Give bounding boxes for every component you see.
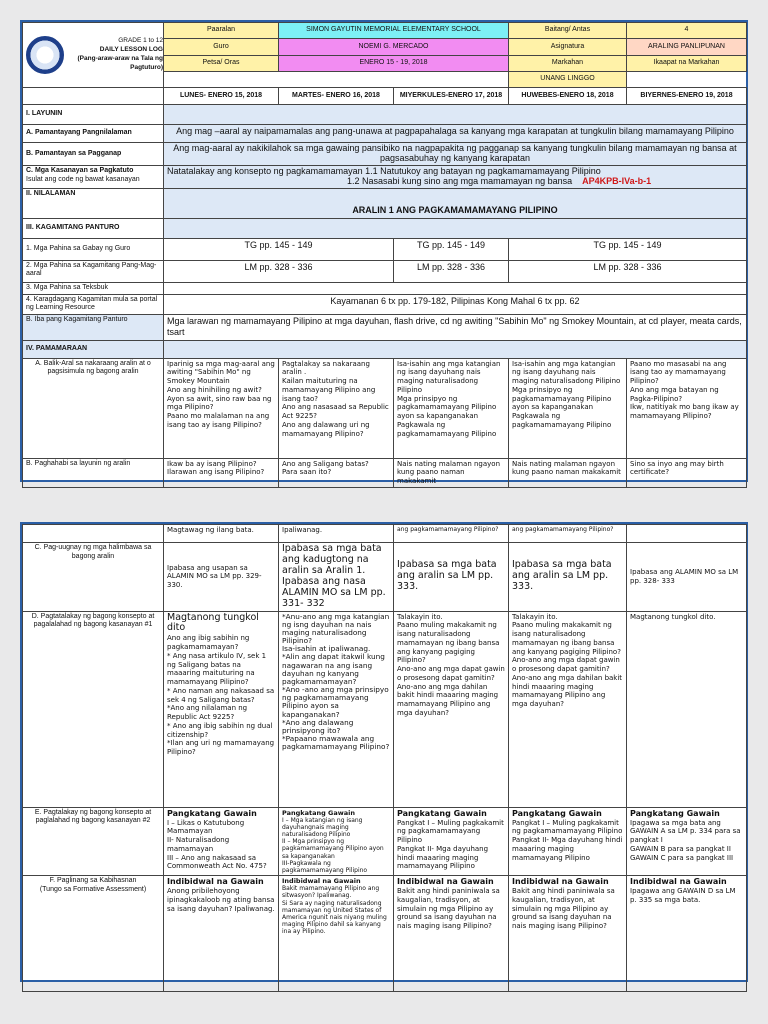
paglinang-cell-5: Ipagawa ang GAWAIN D sa LM p. 335 sa mga bata. — [630, 887, 736, 904]
balik-aral-cell-1: Iparinig sa mga mag-aaral ang awiting "Sabihin Mo" ng Smokey Mountain Ano ang hinihiling ng awit? Ayon sa awit, sino raw baa ng mga Pilipino? Paano mo malalaman na ang isang tao ay isang Pilipino? — [164, 358, 279, 458]
balik-aral-label: A. Balik-Aral sa nakaraang aralin at o pagsisimula ng bagong aralin — [23, 358, 164, 458]
guro-value: NOEMI G. MERCADO — [279, 39, 509, 55]
gabay-value-2: TG pp. 145 - 149 — [394, 238, 509, 260]
gabay-value-1: TG pp. 145 - 149 — [164, 238, 394, 260]
pangkatang-heading-4: Pangkatang Gawain — [512, 808, 602, 818]
dll-page-2 — [20, 522, 748, 982]
pangkatang-heading-2: Pangkatang Gawain — [282, 808, 355, 817]
dll-page-1 — [20, 20, 748, 486]
pagtalakay2-cell-2: I – Mga katangian ng isang dayuhangnais maging naturalisadong Pilipino II – Mga prinsipyo ng pagkamamamayang Pilipino ayon sa kapanganakan III-Pagkawala ng pagkamamamayang Pilipino — [282, 816, 384, 874]
indibidwal-heading-3: Indibidwal na Gawain — [397, 877, 494, 887]
kasanayan-line-2: 1.2 Nasasabi kung sino ang mga mamamayan ng bansa — [347, 175, 573, 186]
pangkatang-heading-1: Pangkatang Gawain — [167, 808, 257, 818]
day-header-miyerkules: MIYERKULES-ENERO 17, 2018 — [394, 88, 509, 105]
day-header-martes: MARTES- ENERO 16, 2018 — [279, 88, 394, 105]
pamantayan-pagganap-label: B. Pamantayan sa Pagganap — [23, 143, 164, 166]
petsa-value: ENERO 15 - 19, 2018 — [279, 55, 509, 71]
pag-uugnay-cell-1: Ipabasa ang usapan sa ALAMIN MO sa LM pp. 329-330. — [164, 543, 279, 612]
pagtalakay1-cell-4: Talakayin ito. Paano muling makakamit ng isang naturalisadong mamamayan ng ibang bansa ang kanyang pagiging Pilipino? Ano-ano ang mga dapat gawin o prosesong dapat gamitin? Ano-ano ang mga dahilan bakit hindi maaaring maging mamamayang Pilipino ang mga dayuhan? — [509, 611, 627, 807]
dll-subtitle: (Pang-araw-araw na Tala ng Pagtuturo) — [77, 55, 163, 71]
lm-value-3: LM pp. 328 - 336 — [509, 260, 747, 282]
pagtalakay2-cell-4: Pangkat I – Muling pagkakamit ng pagkamamamayang Pilipino Pangkat II- Mga dayuhang hindi maaaring maging mamamayang Pilipino — [512, 818, 623, 862]
cont-cell-2: Ipaliwanag. — [279, 525, 394, 543]
paghahabi-cell-2: Ano ang Saligang batas? Para saan ito? — [279, 458, 394, 487]
dll-table-page-1 — [22, 22, 747, 488]
lm-value-2: LM pp. 328 - 336 — [394, 260, 509, 282]
pangkatang-heading-5: Pangkatang Gawain — [630, 808, 720, 818]
pag-uugnay-cell-4: Ipabasa sa mga bata ang aralin sa LM pp. 333. — [509, 543, 627, 612]
pagtalakay2-cell-1: I – Likas o Katutubong Mamamayan II- Naturalisadong mamamayan III – Ano ang nakasaad sa Commonweath Act No. 475? — [167, 818, 267, 871]
school-logo-cell — [23, 23, 164, 88]
paglinang-sublabel: (Tungo sa Formative Assessment) — [39, 885, 147, 893]
kasanayan-line-1: Natatalakay ang konsepto ng pagkamamamayan 1.1 Natutukoy ang batayan ng pagkamamamayang Pilipino — [167, 165, 601, 176]
pag-uugnay-label: C. Pag-uugnay ng mga halimbawa sa bagong aralin — [23, 543, 164, 612]
pagtalakay1-label: D. Pagtatalakay ng bagong konsepto at pagalalahad ng bagong kasanayan #1 — [23, 611, 164, 807]
indibidwal-heading-1: Indibidwal na Gawain — [167, 877, 264, 887]
teksbuk-label: 3. Mga Pahina sa Teksbuk — [23, 282, 164, 294]
paghahabi-cell-3: Nais nating malaman ngayon kung paano naman makakamit — [394, 458, 509, 487]
kasanayan-sublabel: Isulat ang code ng bawat kasanayan — [26, 175, 140, 183]
pamantayang-pangnilalaman-label: A. Pamantayang Pangnilalaman — [23, 125, 164, 143]
dll-title: DAILY LESSON LOG — [99, 46, 163, 54]
cont-cell-3: ang pagkamamamayang Pilipino? — [394, 525, 509, 543]
balik-aral-cell-4: Isa-isahin ang mga katangian ng isang dayuhang nais maging naturalisadong Pilipino Mga prinsipyo ng pagkamamamayang Pilipino ayon sa kapanganakan Pagkawala ng pagkamamamayang Pilipino — [509, 358, 627, 458]
karagdagang-label: 4. Karagdagang Kagamitan mula sa portal ng Learning Resource — [23, 294, 164, 315]
asignatura-label: Asignatura — [509, 39, 627, 55]
paglinang-label: F. Paglinang sa Kabihasnan — [49, 877, 137, 885]
cont-cell-1: Magtawag ng ilang bata. — [164, 525, 279, 543]
paghahabi-cell-5: Sino sa inyo ang may birth certificate? — [627, 458, 747, 487]
balik-aral-cell-3: Isa-isahin ang mga katangian ng isang dayuhang nais maging naturalisadong Pilipino Mga prinsipyo ng pagkamamamayang Pilipino ayon sa kapanganakan Pagkawala ng pagkamamamayang Pilipino — [394, 358, 509, 458]
balik-aral-cell-5: Paano mo masasabi na ang isang tao ay mamamayang Pilipino? Ano ang mga batayan ng Pagka-Pilipino? Ikw, natitiyak mo bang ikaw ay mamamayang Pilipino? — [627, 358, 747, 458]
paglinang-cell-4: Bakit ang hindi paniniwala sa kaugalian, tradisyon, at simulain ng mga Pilipino ay ground sa isang dayuhan na nais maging isang Pilipino? — [512, 887, 615, 931]
gabay-label: 1. Mga Pahina sa Gabay ng Guro — [23, 238, 164, 260]
day-header-biyernes: BIYERNES-ENERO 19, 2018 — [627, 88, 747, 105]
paaralan-label: Paaralan — [164, 23, 279, 39]
nilalaman-text: ARALIN 1 ANG PAGKAMAMAMAYANG PILIPINO — [164, 188, 747, 218]
dll-table-page-2 — [22, 524, 747, 992]
indibidwal-heading-2: Indibidwal na Gawain — [282, 877, 361, 886]
pagtalakay1-cell-3: Talakayin ito. Paano muling makakamit ng isang naturalisadong mamamayan ng ibang bansa ang kanyang pagiging Pilipino? Ano-ano ang mga dapat gawin o prosesong dapat gamitin? Ano-ano ang mga dahilan bakit hindi maaaring maging mamamayang Pilipino ang mga dayuhan? — [394, 611, 509, 807]
asignatura-value: ARALING PANLIPUNAN — [627, 39, 747, 55]
paghahabi-cell-4: Nais nating malaman ngayon kung paano naman makakamit — [509, 458, 627, 487]
paghahabi-cell-1: Ikaw ba ay isang Pilipino? Ilarawan ang isang Pilipino? — [164, 458, 279, 487]
markahan-label: Markahan — [509, 55, 627, 71]
paglinang-cell-3: Bakit ang hindi paniniwala sa kaugalian, tradisyon, at simulain ng mga Pilipino ay ground sa isang dayuhan na nais maging isang Pilipino? — [397, 887, 500, 931]
pagtalakay1-cell-2: *Anu-ano ang mga katangian ng isng dayuhan na nais maging naturalisadong Pilipino? Isa-isahin at ipaliwanag. *Alin ang dapat itakwil kung nagawaran na ang isang dayuhan ng kanyang pagkamamamayan? *Ano -ano ang mga prinsipyo ng pagkamamamayang Pilipino ayon sa kapanganakan? *Ano ang dalawang prinsipyong ito? *Papaano mawawala ang pagkamamamayang Pilipino? — [279, 611, 394, 807]
petsa-label: Petsa/ Oras — [164, 55, 279, 71]
pag-uugnay-cell-2: Ipabasa sa mga bata ang kadugtong na aralin sa Aralin 1. Ipabasa ang nasa ALAMIN MO sa LM pp. 331- 332 — [279, 543, 394, 612]
day-header-huwebes: HUWEBES-ENERO 18, 2018 — [509, 88, 627, 105]
section-kagamitang: III. KAGAMITANG PANTURO — [23, 218, 164, 238]
paghahabi-label: B. Paghahabi sa layunin ng aralin — [23, 458, 164, 487]
gabay-value-3: TG pp. 145 - 149 — [509, 238, 747, 260]
pagtalakay1-heading: Magtanong tungkol dito — [167, 611, 259, 634]
section-nilalaman: II. NILALAMAN — [23, 188, 164, 218]
pagtalakay2-cell-5: Ipagawa sa mga bata ang GAWAIN A sa LM p. 334 para sa pangkat I GAWAIN B para sa pangkat II GAWAIN C para sa pangkat III — [630, 818, 741, 862]
linggo-value: UNANG LINGGO — [509, 71, 627, 87]
pagtalakay1-cell-1: Ano ang ibig sabihin ng pagkamamamayan? * Ang nasa artikulo IV, sek 1 ng Saligang batas na maaaring maituturing na mamamayang Pilipino? * Ano naman ang nakasaad sa sek 4 ng Saligang batas? *Ano ang nilalaman ng Republic Act 9225? * Ano ang ibig sabihin ng dual citizenship? *Ilan ang uri ng mamamayang Pilipino? — [167, 634, 275, 757]
markahan-value: Ikaapat na Markahan — [627, 55, 747, 71]
cont-cell-4: ang pagkamamamayang Pilipino? — [509, 525, 627, 543]
kagamitang-mag-aaral-label: 2. Mga Pahina sa Kagamitang Pang-Mag-aaral — [23, 260, 164, 282]
section-layunin: I. LAYUNIN — [23, 105, 164, 125]
grade-label: GRADE 1 to 12 — [118, 37, 163, 45]
kasanayan-code: AP4KPB-IVa-b-1 — [582, 175, 652, 186]
karagdagang-text: Kayamanan 6 tx pp. 179-182, Pilipinas Kong Mahal 6 tx pp. 62 — [164, 294, 747, 315]
iba-pang-label: B. Iba pang Kagamitang Panturo — [23, 315, 164, 341]
paglinang-cell-2: Bakit mamamayang Pilipino ang sitwasyon? Ipaliwanag. Si Sara ay naging naturalisadong mamamayan ng United States of America ngunit nais niyang muling maging Pilipino dahil sa kanyang ina ay Pilipino. — [282, 885, 387, 936]
pagtalakay2-label: E. Pagtalakay ng bagong konsepto at paglalahad ng bagong kasanayan #2 — [23, 807, 164, 876]
indibidwal-heading-5: Indibidwal na Gawain — [630, 877, 727, 887]
pangkatang-heading-3: Pangkatang Gawain — [397, 808, 487, 818]
paaralan-value: SIMON GAYUTIN MEMORIAL ELEMENTARY SCHOOL — [279, 23, 509, 39]
paglinang-cell-1: Anong pribilehoyong ipinagkakaloob ng ating bansa sa isang dayuhan? Ipaliwanag. — [167, 887, 275, 913]
pagtalakay2-cell-3: Pangkat I – Muling pagkakamit ng pagkamamamayang Pilipino Pangkat II- Mga dayuhang hindi maaaring maging mamamayang Pilipino — [397, 818, 504, 871]
iba-pang-text: Mga larawan ng mamamayang Pilipino at mga dayuhan, flash drive, cd ng awiting "Sabihin Mo" ng Smokey Mountain, at cd player, meata cards, tsart — [164, 315, 747, 341]
baitang-label: Baitang/ Antas — [509, 23, 627, 39]
day-header-lunes: LUNES- ENERO 15, 2018 — [164, 88, 279, 105]
baitang-value: 4 — [627, 23, 747, 39]
pag-uugnay-cell-5: Ipabasa ang ALAMIN MO sa LM pp. 328- 333 — [627, 543, 747, 612]
kasanayan-label: C. Mga Kasanayan sa Pagkatuto — [26, 166, 134, 174]
balik-aral-cell-2: Pagtalakay sa nakaraang aralin . Kailan maituturing na mamamayang Pilipino ang isang tao? Ano ang nasasaad sa Republic Act 9225? Ano ang dalawang uri ng mamamayang Pilipino? — [279, 358, 394, 458]
pamantayan-pagganap-text: Ang mag-aaral ay nakikilahok sa mga gawaing pansibiko na nagpapakita ng pagganap sa kanyang tungkulin bilang mamamayan ng bansa at pagsasabuhay ng kanyang karapatan — [164, 143, 747, 166]
guro-label: Guro — [164, 39, 279, 55]
pagtalakay1-cell-5: Magtanong tungkol dito. — [627, 611, 747, 807]
cont-cell-5 — [627, 525, 747, 543]
section-pamamaraan: IV. PAMAMARAAN — [23, 340, 164, 358]
indibidwal-heading-4: Indibidwal na Gawain — [512, 877, 609, 887]
pamantayang-pangnilalaman-text: Ang mag –aaral ay naipamamalas ang pang-unawa at pagpapahalaga sa kanyang mga karapatan at tungkulin bilang mamamayang Pilipino — [164, 125, 747, 143]
pag-uugnay-cell-3: Ipabasa sa mga bata ang aralin sa LM pp. 333. — [394, 543, 509, 612]
lm-value-1: LM pp. 328 - 336 — [164, 260, 394, 282]
deped-seal-icon — [23, 34, 67, 76]
